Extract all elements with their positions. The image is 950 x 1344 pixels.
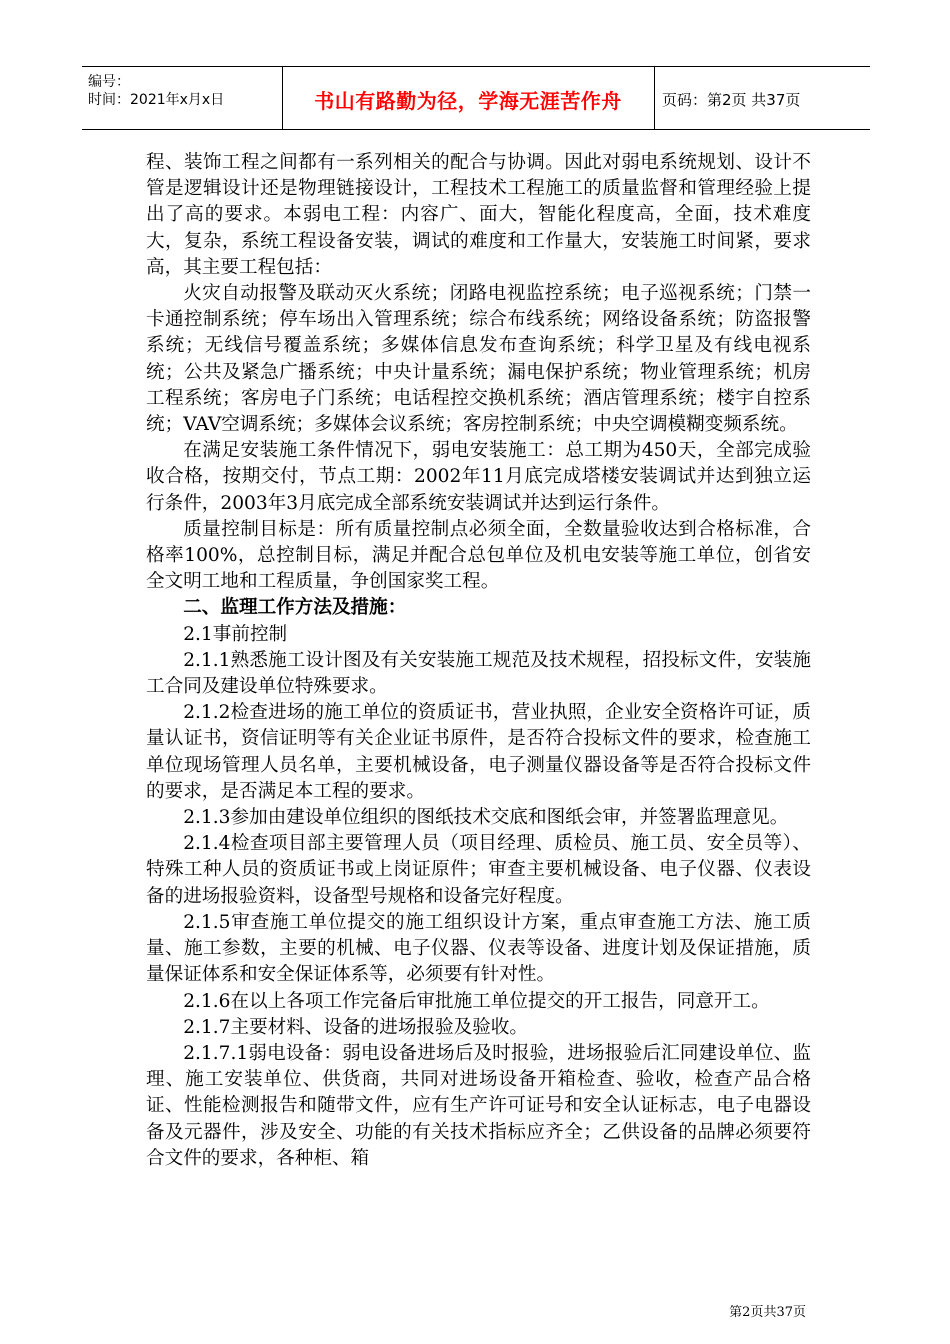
header-divider <box>654 67 655 129</box>
header-info <box>88 73 284 109</box>
page-footer: 第2页共37页 <box>729 1305 806 1320</box>
header-page-number: 页码：第2页 共37页 <box>662 91 801 109</box>
document-number-label: 编号： <box>88 74 130 90</box>
body-paragraph: 火灾自动报警及联动灭火系统；闭路电视监控系统；电子巡视系统；门禁一卡通控制系统；停车场出入管理系统；综合布线系统；网络设备系统；防盗报警系统；无线信号覆盖系统；多媒体信息发布查询系统；科学卫星及有线电视系统；公共及紧急广播系统；中央计量系统；漏电保护系统；物业管理系统；机房工程系统；客房电子门系统；电话程控交换机系统；酒店管理系统；楼宇自控系统；VAV空调系统；多媒体会议系统；客房控制系统；中央空调模糊变频系统。 <box>146 283 811 436</box>
body-paragraph: 2.1.6在以上各项工作完备后审批施工单位提交的开工报告，同意开工。 <box>183 990 770 1012</box>
body-paragraph: 2.1.3参加由建设单位组织的图纸技术交底和图纸会审，并签署监理意见。 <box>183 807 789 829</box>
document-body <box>146 150 811 1172</box>
body-paragraph: 2.1.5审查施工单位提交的施工组织设计方案，重点审查施工方法、施工质量、施工参数，主要的机械、电子仪器、仪表等设备、进度计划及保证措施，质量保证体系和安全保证体系等，必须要有针对性。 <box>146 911 811 986</box>
body-paragraph: 2.1.7主要材料、设备的进场报验及验收。 <box>183 1016 528 1038</box>
body-paragraph: 2.1.4检查项目部主要管理人员（项目经理、质检员、施工员、安全员等）、特殊工种人员的资质证书或上岗证原件；审查主要机械设备、电子仪器、仪表设备的进场报验资料，设备型号规格和设备完好程度。 <box>146 833 811 907</box>
section-heading: 二、监理工作方法及措施： <box>183 597 407 619</box>
page-header <box>82 66 870 130</box>
header-motto: 书山有路勤为径，学海无涯苦作舟 <box>314 89 622 113</box>
document-date-label: 时间：2021年x月x日 <box>88 92 225 108</box>
body-paragraph: 程、装饰工程之间都有一系列相关的配合与协调。因此对弱电系统规划、设计不管是逻辑设计还是物理链接设计，工程技术工程施工的质量监督和管理经验上提出了高的要求。本弱电工程：内容广、面大，智能化程度高，全面，技术难度大，复杂，系统工程设备安装，调试的难度和工作量大，安装施工时间紧，要求高，其主要工程包括： <box>146 152 811 278</box>
body-paragraph: 在满足安装施工条件情况下，弱电安装施工：总工期为450天，全部完成验收合格，按期交付，节点工期：2002年11月底完成塔楼安装调试并达到独立运行条件，2003年3月底完成全部系统安装调试并达到运行条件。 <box>146 440 811 514</box>
body-paragraph: 2.1.2检查进场的施工单位的资质证书，营业执照，企业安全资格许可证，质量认证书，资信证明等有关企业证书原件，是否符合投标文件的要求，检查施工单位现场管理人员名单，主要机械设备，电子测量仪器设备等是否符合投标文件的要求，是否满足本工程的要求。 <box>146 702 811 802</box>
body-paragraph: 2.1.7.1弱电设备：弱电设备进场后及时报验，进场报验后汇同建设单位、监理、施工安装单位、供货商，共同对进场设备开箱检查、验收，检查产品合格证、性能检测报告和随带文件，应有生产许可证号和安全认证标志，电子电器设备及元器件，涉及安全、功能的有关技术指标应齐全；乙供设备的品牌必须要符合文件的要求，各种柜、箱 <box>146 1042 811 1169</box>
subsection-heading: 2.1事前控制 <box>183 623 288 645</box>
body-paragraph: 质量控制目标是：所有质量控制点必须全面，全数量验收达到合格标准，合格率100%，总控制目标，满足并配合总包单位及机电安装等施工单位，创省安全文明工地和工程质量，争创国家奖工程。 <box>146 518 811 593</box>
body-paragraph: 2.1.1熟悉施工设计图及有关安装施工规范及技术规程，招投标文件，安装施工合同及建设单位特殊要求。 <box>146 649 811 698</box>
